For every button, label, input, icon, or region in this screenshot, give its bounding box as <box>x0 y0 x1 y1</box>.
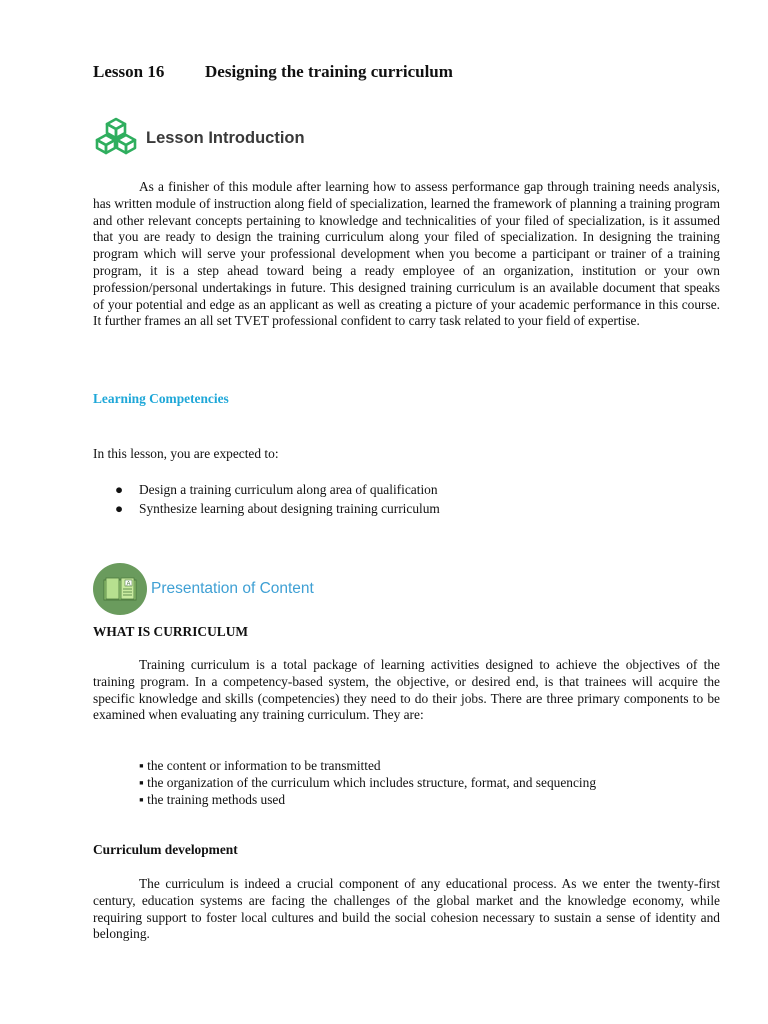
intro-paragraph: As a finisher of this module after learning how to assess performance gap through training needs analysis, has written module of instruction along field of specialization, learned the framework of planning a training program and other relevant concepts pertaining to knowledge and technicalities of your filed of specialization, is it assumed that you are ready to design the training curriculum along your filed of specialization. In designing the training program which will serve your professional development when you become a participant or trainer of a training program, it is a step ahead toward being a ready employee of an organization, institution or your own profession/personal undertakings in future. This designed training curriculum is an available document that speaks of your potential and edge as an applicant as well as creating a picture of your academic performance in this course. It further frames an all set TVET professional confident to carry task related to your field of expertise. <box>93 179 720 329</box>
what-is-curriculum-heading: WHAT IS CURRICULUM <box>93 624 248 639</box>
lesson-name: Designing the training curriculum <box>205 62 453 81</box>
lesson-number: Lesson 16 <box>93 62 165 81</box>
competencies-lead: In this lesson, you are expected to: <box>93 446 279 461</box>
svg-text:A: A <box>126 581 131 588</box>
lesson-introduction-label: Lesson Introduction <box>146 128 305 147</box>
bullet-icon: ● <box>115 482 124 497</box>
list-item: ▪ the content or information to be transmitted <box>139 758 381 773</box>
curriculum-paragraph: Training curriculum is a total package of learning activities designed to achieve the objectives of the training program. In a competency-based system, the objective, or desired end, is that trainees will acquire the specific knowledge and skills (competencies) they need to do their jobs. There are three primary components to be examined when evaluating any training curriculum. They are: <box>93 657 720 723</box>
list-item: ● Synthesize learning about designing training curriculum <box>115 501 440 516</box>
curriculum-development-heading: Curriculum development <box>93 842 238 857</box>
presentation-of-content-header <box>93 563 314 615</box>
presentation-of-content-label: Presentation of Content <box>151 580 314 597</box>
lesson-title <box>93 62 453 82</box>
list-item: ● Design a training curriculum along area of qualification <box>115 482 438 497</box>
list-item: ▪ the training methods used <box>139 792 286 807</box>
lesson-introduction-header <box>94 118 305 158</box>
curriculum-components-list <box>139 757 596 808</box>
learning-competencies-heading: Learning Competencies <box>93 391 229 406</box>
book-icon <box>93 563 147 615</box>
boxes-icon <box>94 116 138 161</box>
list-item: ▪ the organization of the curriculum which includes structure, format, and sequencing <box>139 775 597 790</box>
competencies-list <box>115 480 440 518</box>
bullet-icon: ● <box>115 501 124 516</box>
development-paragraph: The curriculum is indeed a crucial component of any educational process. As we enter the twenty-first century, education systems are facing the challenges of the global market and the knowledge economy, while requiring support to foster local cultures and build the social cohesion necessary to sustain a sense of identity and belonging. <box>93 876 720 942</box>
